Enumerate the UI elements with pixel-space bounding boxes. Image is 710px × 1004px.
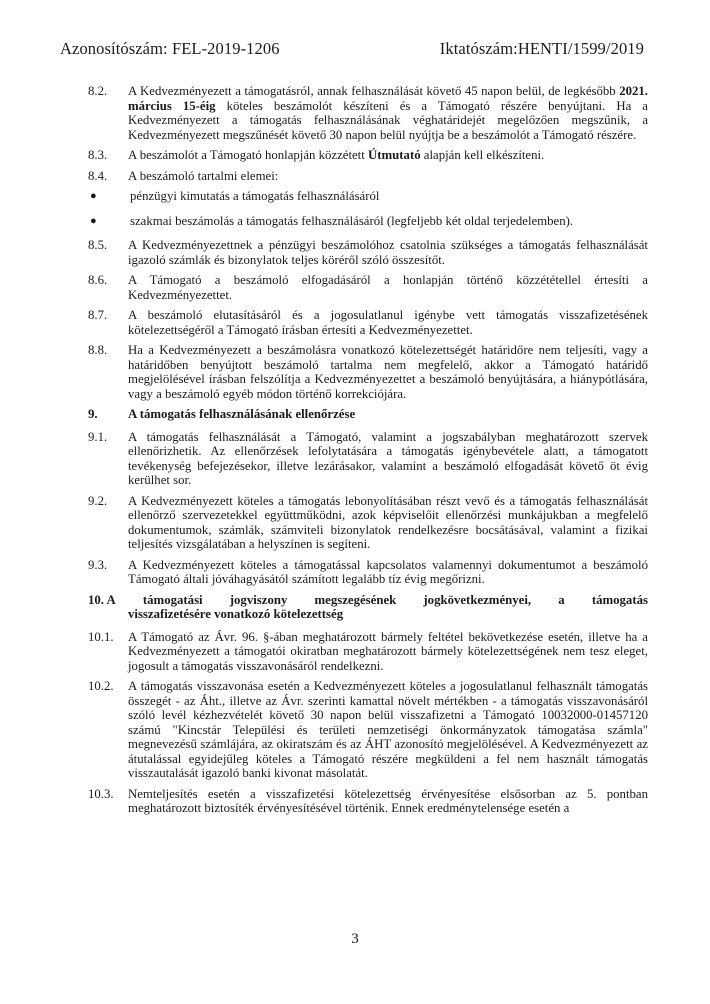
paragraph-text	[128, 84, 648, 142]
list-item	[88, 189, 648, 204]
paragraph-number: 9.1.	[88, 429, 108, 444]
paragraph-8-4	[88, 169, 648, 184]
title-word: jogkövetkezményei,	[423, 592, 532, 607]
paragraph-9-2	[88, 494, 648, 552]
identifier-number: Azonosítószám: FEL-2019-1206	[60, 39, 280, 58]
guide-reference: Útmutató	[368, 148, 421, 162]
paragraph-number: 8.7.	[88, 308, 108, 322]
paragraph-text: A Támogató a beszámoló elfogadásáról a honlapján történő közzététellel értesíti a Kedvezményezettet.	[128, 273, 648, 302]
section-heading-10	[88, 593, 648, 622]
paragraph-text: A beszámoló tartalmi elemei:	[128, 168, 279, 183]
paragraph-text	[128, 148, 648, 163]
list-item-text: szakmai beszámolás a támogatás felhasználásáról (legfeljebb két oldal terjedelemben).	[130, 213, 574, 228]
bullet-icon: ●	[90, 214, 97, 227]
paragraph-number: 8.4.	[88, 168, 108, 183]
text-span: A Kedvezményezett a támogatásról, annak felhasználását követő 45 napon belül, de legkésőbb	[128, 84, 620, 98]
paragraph-8-2	[88, 84, 648, 142]
paragraph-text: A beszámoló elutasításáról és a jogosulatlanul igénybe vett támogatás visszafizetésének kötelezettségéről a Támogató írásban értesíti a Kedvezményezettet.	[128, 308, 648, 337]
paragraph-text: A Kedvezményezett köteles a támogatással kapcsolatos valamennyi dokumentumot a beszámoló Támogató általi jóváhagyásától számított legalább tíz évig megőrizni.	[128, 557, 648, 586]
paragraph-text: A támogatás felhasználását a Támogató, valamint a jogszabályban meghatározott szervek ellenőrizhetik. Az ellenőrzések lefolytatására a támogatás igénybevétele alatt, a támogatott tevékenység befejezésekor, illetve lezárásakor, valamint a beszámoló elfogadását követő öt évig kerülhet sor.	[128, 429, 648, 487]
list-item	[88, 214, 648, 229]
document-body	[88, 84, 648, 822]
paragraph-text: A Kedvezményezettnek a pénzügyi beszámolóhoz csatolnia szükséges a támogatás felhasználását igazoló számlák és bizonylatok teljes köréről szóló összesítőt.	[128, 238, 648, 267]
paragraph-9-1	[88, 430, 648, 488]
bullet-icon: ●	[90, 190, 97, 202]
paragraph-10-2	[88, 679, 648, 781]
paragraph-text: A támogatás visszavonása esetén a Kedvezményezett köteles a jogosulatlanul felhasznált támogatás összegét - az Áht., illetve az Ávr. szerinti kamattal növelt mértékben - a támogatás visszavonásáról szóló levél kézhezvételét követő 30 napon belül visszafizetni a Támogató 10032000-01457120 számú "Kincstár Települési és területi nemzetiségi önkormányzatok támogatása számla" megnevezésű számlájára, az okiratszám és az ÁHT azonosító megjelölésével. A Kedvezményezett az átutalással egyidejűleg köteles a Támogató részére megküldeni a fel nem használt támogatás visszautalását igazoló banki kivonat másolatát.	[128, 679, 648, 780]
title-word: jogviszony	[229, 592, 288, 607]
text-span: A beszámolót a Támogató honlapján közzétett	[128, 148, 368, 162]
title-word: a	[558, 592, 565, 607]
section-title: A támogatás felhasználásának ellenőrzése	[128, 407, 356, 421]
text-span: köteles beszámolót készíteni és a Támogató részére benyújtani. Ha a Kedvezményezett a támogatás felhasználásának véghatáridejét megelőzően megszűnik, a Kedvezményezett megszűnését követő 30 napon belül nyújtja be a beszámolót a Támogató részére.	[128, 98, 648, 142]
paragraph-number: 10.3.	[88, 786, 114, 801]
paragraph-text: A Kedvezményezett köteles a támogatás lebonyolításában részt vevő és a támogatás felhasználását ellenőrző szervezetekkel együttműködni, azok képviselőit ellenőrzési munkájukban a megfelelő dokumentumok, számlák, számviteli bizonylatok rendelkezésre bocsátásával, valamint a fizikai teljesítés vizsgálatában a helyszínen is segíteni.	[128, 493, 648, 551]
filing-number: Iktatószám:HENTI/1599/2019	[439, 39, 644, 58]
paragraph-number: 8.6.	[88, 273, 108, 287]
paragraph-number: 9.2.	[88, 493, 108, 508]
text-span: alapján kell elkészíteni.	[420, 148, 545, 162]
paragraph-8-8	[88, 343, 648, 401]
section-number: 9.	[88, 407, 98, 421]
list-item-text: pénzügyi kimutatás a támogatás felhasználásáról	[130, 189, 380, 203]
paragraph-8-6	[88, 273, 648, 302]
title-word: támogatási	[142, 592, 203, 607]
deadline-date: 2021. március 15-éig	[128, 84, 648, 113]
paragraph-10-1	[88, 630, 648, 674]
paragraph-number: 9.3.	[88, 557, 108, 572]
paragraph-text: Nemteljesítés esetén a visszafizetési kötelezettség érvényesítése elsősorban az 5. pontban meghatározott biztosíték érvényesítésével történik. Ennek eredménytelensége esetén a	[128, 786, 648, 815]
title-word: 10. A	[88, 592, 116, 607]
paragraph-number: 10.2.	[88, 679, 114, 693]
section-title-line: visszafizetésére vonatkozó kötelezettség	[128, 607, 344, 621]
section-title-line	[88, 593, 648, 608]
paragraph-number: 8.3.	[88, 148, 108, 162]
paragraph-number: 8.8.	[88, 343, 108, 357]
page-number: 3	[351, 931, 359, 947]
paragraph-8-5	[88, 238, 648, 267]
title-word: támogatás	[591, 592, 648, 607]
paragraph-8-7	[88, 308, 648, 337]
section-heading-9	[88, 407, 648, 422]
title-word: megszegésének	[314, 592, 397, 607]
paragraph-number: 10.1.	[88, 629, 114, 644]
paragraph-9-3	[88, 558, 648, 587]
paragraph-10-3	[88, 787, 648, 816]
paragraph-text: A Támogató az Ávr. 96. §-ában meghatározott bármely feltétel bekövetkezése esetén, illetve ha a Kedvezményezett a támogatói okiratban meghatározott bármely kötelezettségének nem tesz eleget, jogosult a támogatás visszavonásáról rendelkezni.	[128, 629, 648, 673]
paragraph-number: 8.2.	[88, 84, 108, 98]
paragraph-text: Ha a Kedvezményezett a beszámolásra vonatkozó kötelezettségét határidőre nem teljesíti, vagy a határidőben benyújtott beszámoló tartalma nem megfelelő, akkor a Támogató határidő megjelölésével írásban felszólítja a Kedvezményezettet a beszámoló benyújtására, a hiánypótlására, vagy a beszámoló egyéb módon történő korrekciójára.	[128, 343, 648, 401]
paragraph-8-3	[88, 148, 648, 163]
paragraph-number: 8.5.	[88, 238, 108, 252]
